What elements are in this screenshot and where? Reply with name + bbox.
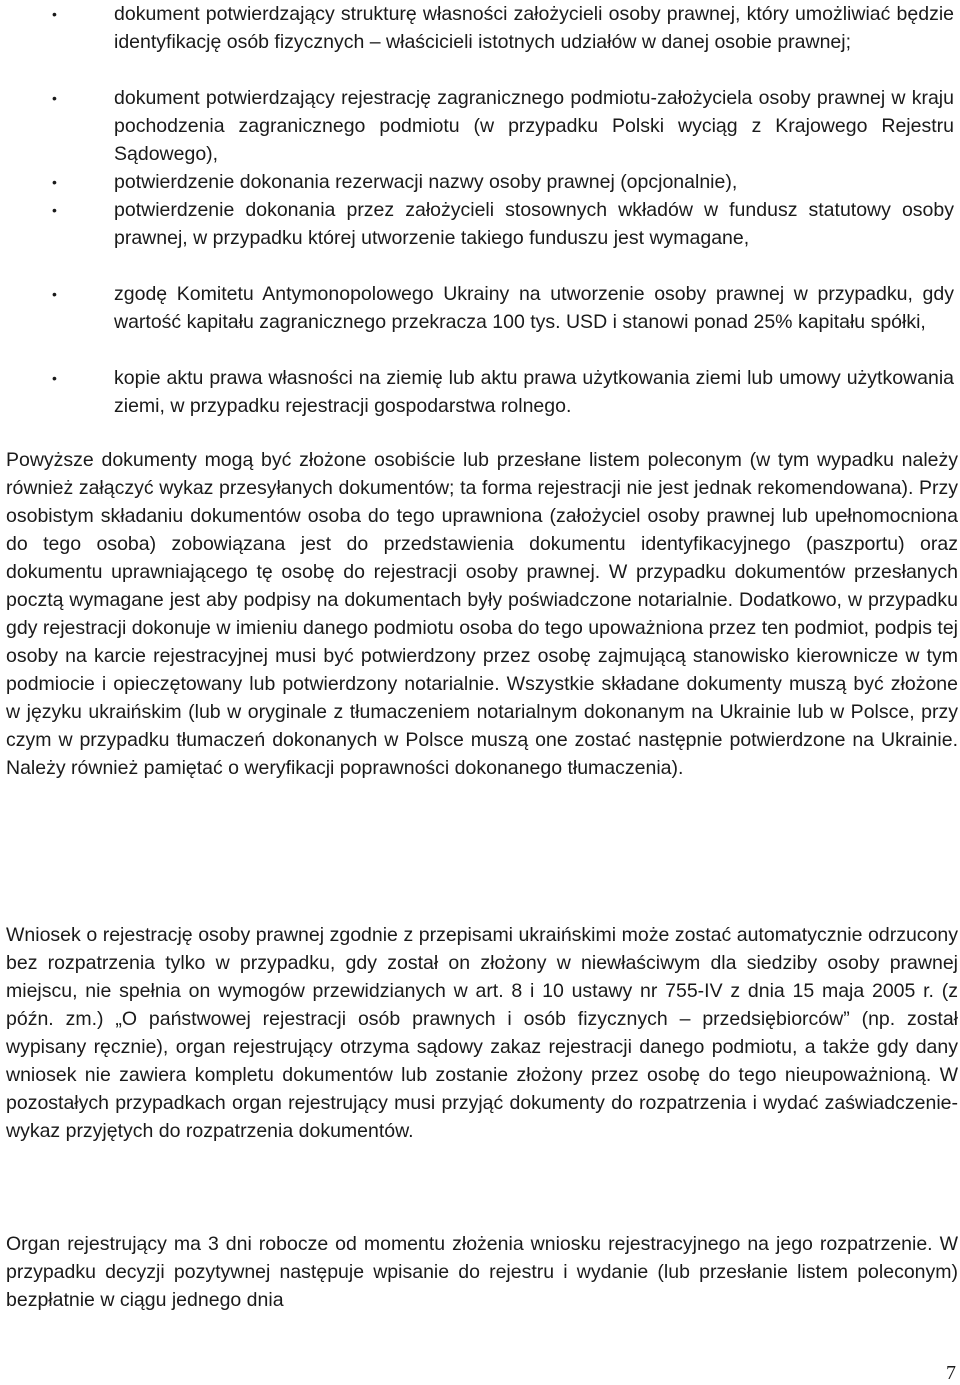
- list-item: [0, 280, 960, 336]
- list-item: [0, 168, 960, 196]
- list-item: [0, 0, 960, 56]
- list-item-text: potwierdzenie dokonania rezerwacji nazwy osoby prawnej (opcjonalnie),: [114, 171, 738, 193]
- list-item: [0, 364, 960, 420]
- bullet-icon: •: [52, 6, 57, 22]
- paragraph-rejection: Wniosek o rejestrację osoby prawnej zgodnie z przepisami ukraińskimi może zostać automatycznie odrzucony bez rozpatrzenia tylko w przypadku, gdy został on złożony w niewłaściwym dla siedziby osoby prawnej miejscu, nie spełnia on wymogów przewidzianych w art. 8 i 10 ustawy nr 755-IV z dnia 15 maja 2005 r. (z późn. zm.) „O państwowej rejestracji osób prawnych i osób fizycznych – przedsiębiorców” (np. został wypisany ręcznie), organ rejestrujący otrzyma sądowy zakaz rejestracji danego podmiotu, a także gdy dany wniosek nie zawiera kompletu dokumentów lub zostanie złożony przez osobę do tego nieupoważnioną. W pozostałych przypadkach organ rejestrujący musi przyjąć dokumenty do rozpatrzenia i wydać zaświadczenie-wykaz przyjętych do rozpatrzenia dokumentów.: [6, 924, 958, 1142]
- list-item: [0, 84, 960, 168]
- list-item-text: dokument potwierdzający strukturę własności założycieli osoby prawnej, który umożliwiać będzie identyfikację osób fizycznych – właścicieli istotnych udziałów w danej osobie prawnej;: [114, 3, 954, 53]
- bullet-icon: •: [52, 370, 57, 386]
- page-number: 7: [946, 1362, 956, 1384]
- bullet-icon: •: [52, 202, 57, 218]
- list-item: [0, 196, 960, 252]
- paragraph-decision: Organ rejestrujący ma 3 dni robocze od momentu złożenia wniosku rejestracyjnego na jego rozpatrzenie. W przypadku decyzji pozytywnej następuje wpisanie do rejestru i wydanie (lub przesłanie listem poleconym) bezpłatnie w ciągu jednego dnia: [6, 1233, 958, 1311]
- list-item-text: kopie aktu prawa własności na ziemię lub aktu prawa użytkowania ziemi lub umowy użytkowania ziemi, w przypadku rejestracji gospodarstwa rolnego.: [114, 367, 954, 417]
- bullet-icon: •: [52, 174, 57, 190]
- list-item-text: potwierdzenie dokonania przez założycieli stosownych wkładów w fundusz statutowy osoby prawnej, w przypadku której utworzenie takiego funduszu jest wymagane,: [114, 199, 954, 249]
- list-item-text: zgodę Komitetu Antymonopolowego Ukrainy na utworzenie osoby prawnej w przypadku, gdy wartość kapitału zagranicznego przekracza 100 tys. USD i stanowi ponad 25% kapitału spółki,: [114, 283, 954, 333]
- bullet-icon: •: [52, 90, 57, 106]
- paragraph-submission: Powyższe dokumenty mogą być złożone osobiście lub przesłane listem poleconym (w tym wypadku należy również załączyć wykaz przesyłanych dokumentów; ta forma rejestracji nie jest jednak rekomendowana). Przy osobistym składaniu dokumentów osoba do tego uprawniona (założyciel osoby prawnej lub upełnomocniona do tego osoba) zobowiązana jest do przedstawienia dokumentu identyfikacyjnego (paszportu) oraz dokumentu uprawniającego tę osobę do rejestracji osoby prawnej. W przypadku dokumentów przesłanych pocztą wymagane jest aby podpisy na dokumentach były poświadczone notarialnie. Dodatkowo, w przypadku gdy rejestracji dokonuje w imieniu danego podmiotu osoba do tego upoważniona przez ten podmiot, podpis tej osoby na karcie rejestracyjnej musi być potwierdzony przez osobę zajmującą stanowisko kierownicze w tym podmiocie i opieczętowany lub potwierdzony notarialnie. Wszystkie składane dokumenty muszą być złożone w języku ukraińskim (lub w oryginale z tłumaczeniem notarialnym dokonanym na Ukrainie lub w Polsce, przy czym w przypadku tłumaczeń dokonanych w Polsce muszą one zostać następnie potwierdzone na Ukrainie. Należy również pamiętać o weryfikacji poprawności dokonanego tłumaczenia).: [6, 449, 958, 779]
- list-item-text: dokument potwierdzający rejestrację zagranicznego podmiotu-założyciela osoby prawnej w kraju pochodzenia zagranicznego podmiotu (w przypadku Polski wyciąg z Krajowego Rejestru Sądowego),: [114, 87, 954, 165]
- bullet-icon: •: [52, 286, 57, 302]
